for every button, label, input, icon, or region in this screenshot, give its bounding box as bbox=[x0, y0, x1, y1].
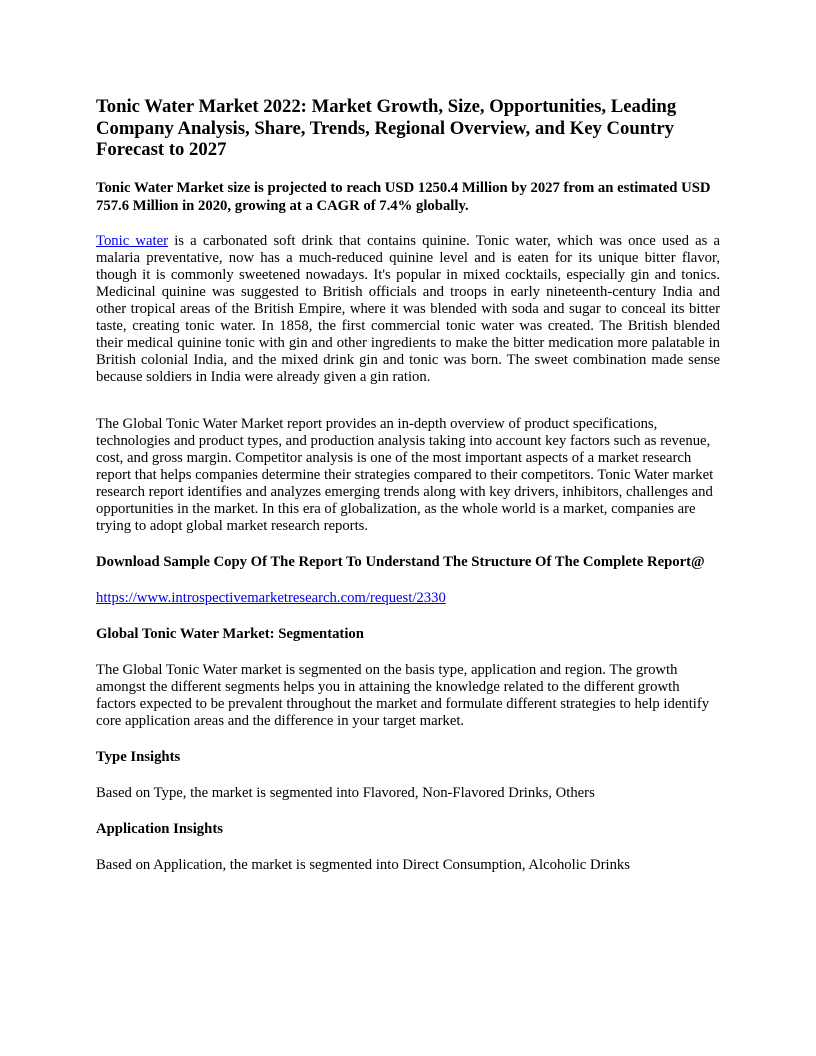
document-title: Tonic Water Market 2022: Market Growth, Size, Opportunities, Leading Company Analysis, Share, Trends, Regional Overview, and Key Country Forecast to 2027 bbox=[96, 96, 677, 160]
download-heading: Download Sample Copy Of The Report To Understand The Structure Of The Complete Report@ bbox=[96, 553, 705, 570]
segmentation-heading: Global Tonic Water Market: Segmentation bbox=[96, 625, 364, 642]
report-paragraph: The Global Tonic Water Market report provides an in-depth overview of product specifications, technologies and product types, and production analysis taking into account key factors such as revenue, cost, and gross margin. Competitor analysis is one of the most important aspects of a market research report that helps companies determine their strategies compared to their competitors. Tonic Water market research report identifies and analyzes emerging trends along with key drivers, inhibitors, challenges and opportunities in the market. In this era of globalization, as the whole world is a market, companies are trying to adopt global market research reports. bbox=[96, 415, 714, 534]
segmentation-paragraph: The Global Tonic Water market is segmented on the basis type, application and region. The growth amongst the different segments helps you in attaining the knowledge related to the different growth factors expected to be prevalent throughout the market and formulate different strategies to help identify core application areas and the difference in your target market. bbox=[96, 661, 710, 729]
download-link-paragraph bbox=[96, 590, 720, 607]
sample-request-link[interactable]: https://www.introspectivemarketresearch.com/request/2330 bbox=[96, 589, 446, 606]
market-summary: Tonic Water Market size is projected to reach USD 1250.4 Million by 2027 from an estimated USD 757.6 Million in 2020, growing at a CAGR of 7.4% globally. bbox=[96, 179, 711, 214]
type-insights-heading: Type Insights bbox=[96, 748, 181, 765]
application-insights-text: Based on Application, the market is segmented into Direct Consumption, Alcoholic Drinks bbox=[96, 856, 630, 873]
tonic-water-link[interactable]: Tonic water bbox=[96, 232, 169, 249]
application-insights-heading: Application Insights bbox=[96, 820, 223, 837]
intro-paragraph bbox=[96, 233, 720, 386]
document-page bbox=[96, 96, 720, 874]
intro-text: is a carbonated soft drink that contains quinine. Tonic water, which was once used as a malaria preventative, now has a much-reduced quinine level and is eaten for its unique bitter flavor, though it is commonly sweetened nowadays. It's popular in mixed cocktails, especially gin and tonics. Medicinal quinine was suggested to British officials and troops in early nineteenth-century India and other tropical areas of the British Empire, where it was blended with soda and sugar to conceal its bitter taste, creating tonic water. In 1858, the first commercial tonic water was created. The British blended their medical quinine tonic with gin and other ingredients to make the bitter medication more palatable in British colonial India, and the mixed drink gin and tonic was born. The sweet combination made sense because soldiers in India were already given a gin ration. bbox=[96, 232, 720, 385]
type-insights-text: Based on Type, the market is segmented into Flavored, Non-Flavored Drinks, Others bbox=[96, 784, 595, 801]
